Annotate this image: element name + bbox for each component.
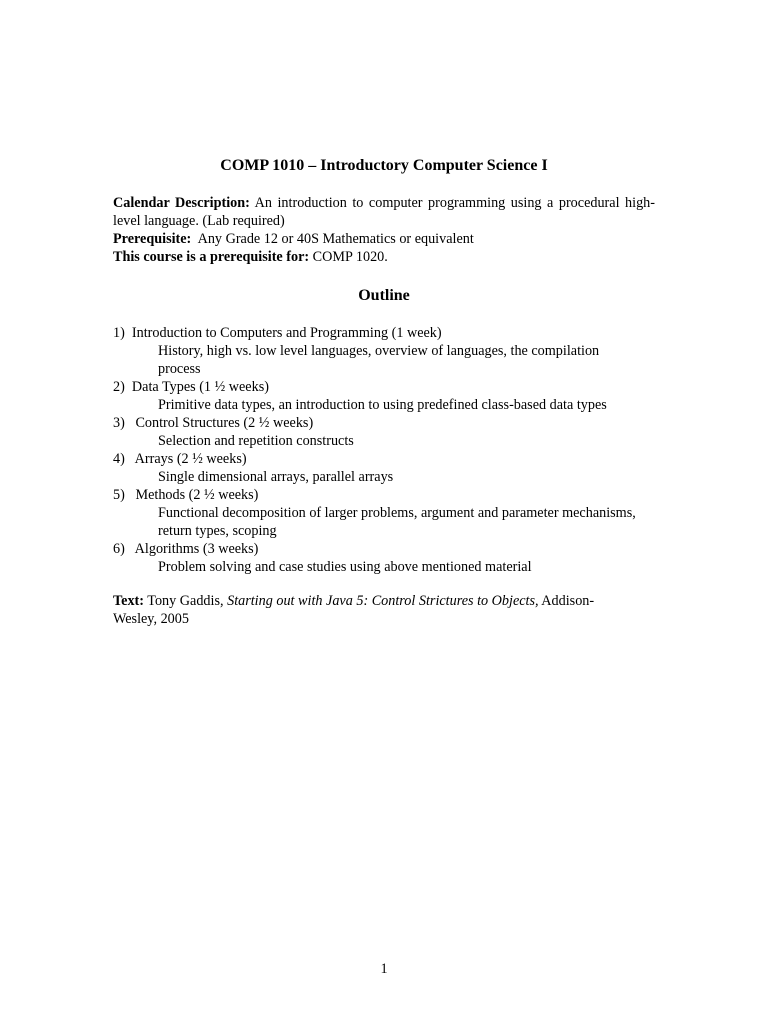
outline-item bbox=[113, 378, 673, 414]
page-number: 1 bbox=[380, 961, 388, 977]
outline-topic: 6) Algorithms (3 weeks) bbox=[113, 541, 259, 557]
calendar-description bbox=[113, 194, 655, 230]
prerequisite-text: Any Grade 12 or 40S Mathematics or equivalent bbox=[191, 231, 474, 247]
outline-heading: Outline bbox=[358, 287, 410, 304]
outline-topic: 3) Control Structures (2 ½ weeks) bbox=[113, 415, 314, 431]
textbook-title: Starting out with Java 5: Control Strictures to Objects, bbox=[227, 593, 539, 609]
outline-detail: Primitive data types, an introduction to using predefined class-based data types bbox=[158, 397, 607, 413]
outline-list bbox=[113, 324, 673, 576]
outline-item bbox=[113, 414, 673, 450]
prerequisite bbox=[113, 230, 655, 248]
calendar-description-text: An introduction to computer programming using a procedural high-level language. (Lab required) bbox=[113, 195, 655, 229]
prerequisite-label: Prerequisite: bbox=[113, 231, 192, 247]
outline-detail: Single dimensional arrays, parallel arrays bbox=[158, 469, 394, 485]
outline-topic: 2) Data Types (1 ½ weeks) bbox=[113, 379, 269, 395]
textbook-reference bbox=[113, 592, 613, 628]
outline-item bbox=[113, 486, 673, 540]
outline-detail: Selection and repetition constructs bbox=[158, 433, 354, 449]
outline-topic: 5) Methods (2 ½ weeks) bbox=[113, 487, 259, 503]
textbook-label: Text: bbox=[113, 593, 144, 609]
calendar-description-label: Calendar Description: bbox=[113, 195, 250, 211]
course-description-block bbox=[113, 194, 655, 266]
textbook-author: Tony Gaddis, bbox=[144, 593, 228, 609]
textbook-publisher: Addison-Wesley, 2005 bbox=[113, 593, 595, 627]
outline-item bbox=[113, 450, 673, 486]
outline-detail: Problem solving and case studies using above mentioned material bbox=[158, 559, 532, 575]
prerequisite-for-text: COMP 1020. bbox=[309, 249, 388, 265]
course-title: COMP 1010 – Introductory Computer Science I bbox=[220, 157, 548, 174]
prerequisite-for bbox=[113, 248, 655, 266]
outline-topic: 1) Introduction to Computers and Programming (1 week) bbox=[113, 325, 442, 341]
outline-topic: 4) Arrays (2 ½ weeks) bbox=[113, 451, 247, 467]
outline-item bbox=[113, 324, 673, 378]
outline-detail: History, high vs. low level languages, overview of languages, the compilation process bbox=[158, 343, 600, 377]
outline-detail: Functional decomposition of larger problems, argument and parameter mechanisms, return types, scoping bbox=[158, 505, 636, 539]
prerequisite-for-label: This course is a prerequisite for: bbox=[113, 249, 310, 265]
outline-item bbox=[113, 540, 673, 576]
